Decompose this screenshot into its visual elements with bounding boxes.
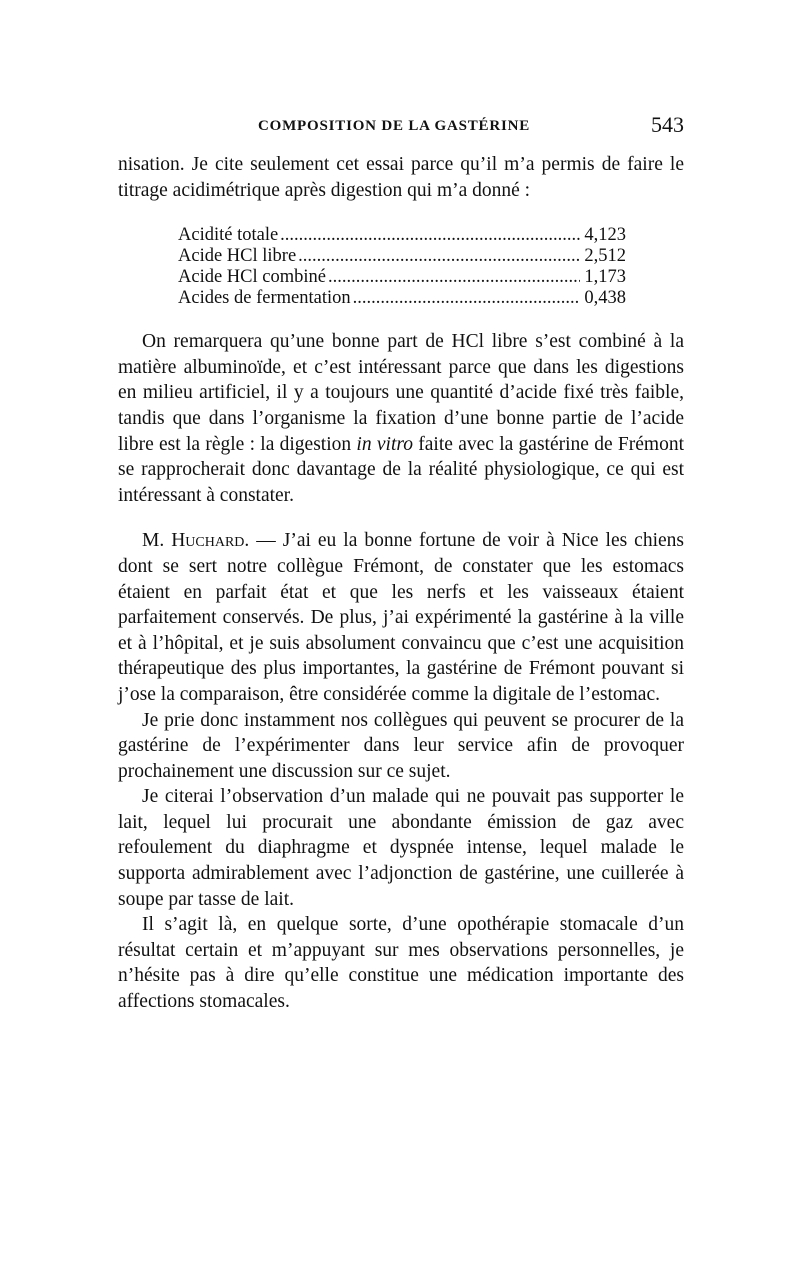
body-text bbox=[118, 152, 684, 1015]
observation-paragraph: Je citerai l’observation d’un malade qui ne pouvait pas supporter le lait, lequel lui procurait une abondante émission de gaz avec refoulement du diaphragme et dyspnée intense, lequel malade le supporta admirablement avec l’adjonction de gastérine, une cuillerée à soupe par tasse de lait. bbox=[118, 786, 684, 910]
acidity-label: Acidité totale bbox=[178, 225, 279, 246]
dot-leader bbox=[353, 288, 581, 309]
huchard-paragraph bbox=[118, 528, 684, 707]
page-number: 543 bbox=[651, 112, 684, 137]
acidity-table bbox=[178, 225, 626, 309]
prie-paragraph: Je prie donc instamment nos collègues qui peuvent se procurer de la gastérine de l’expérimenter dans leur service afin de provoquer prochainement une discussion sur ce sujet. bbox=[118, 709, 684, 782]
huchard-text: — J’ai eu la bonne fortune de voir à Nice les chiens dont se sert notre collègue Frémont, de constater que les estomacs étaient en parfait état et que les nerfs et les vaisseaux étaient parfaitement conservés. De plus, j’ai expérimenté la gastérine à la ville et à l’hôpital, et je suis absolument convaincu que c’est une acquisition thérapeutique des plus importantes, la gastérine de Frémont pouvant si j’ose la comparaison, être considérée comme la digitale de l’estomac. bbox=[118, 530, 684, 705]
intro-paragraph: nisation. Je cite seulement cet essai parce qu’il m’a permis de faire le titrage acidimétrique après digestion qui m’a donné : bbox=[118, 154, 684, 201]
acidity-label: Acide HCl libre bbox=[178, 246, 297, 267]
acidity-label: Acide HCl combiné bbox=[178, 267, 326, 288]
acidity-value: 4,123 bbox=[584, 225, 626, 246]
acidity-value: 1,173 bbox=[584, 267, 626, 288]
remarque-text-start: On remarquera qu’une bonne part de HCl libre s’est combiné à la matière albuminoïde, et c’est intéressant parce que dans les digestions en milieu artificiel, il y a toujours une quantité d’acide fixé très faible, tandis que dans l’organisme la fixation d’une bonne partie de l’acide libre est la règle : la digestion bbox=[118, 331, 684, 455]
acidity-row bbox=[178, 225, 626, 246]
book-page bbox=[118, 112, 684, 1015]
acidity-label: Acides de fermentation bbox=[178, 288, 351, 309]
in-vitro-italic: in vitro bbox=[356, 433, 413, 455]
opotherapie-paragraph: Il s’agit là, en quelque sorte, d’une opothérapie stomacale d’un résultat certain et m’appuyant sur mes observations personnelles, je n’hésite pas à dire qu’elle constitue une médication importante des affections stomacales. bbox=[118, 914, 684, 1013]
acidity-value: 0,438 bbox=[584, 288, 626, 309]
dot-leader bbox=[298, 246, 580, 267]
running-title: COMPOSITION DE LA GASTÉRINE bbox=[258, 118, 531, 134]
acidity-row bbox=[178, 288, 626, 309]
dot-leader bbox=[280, 225, 580, 246]
remarque-text-end: faite avec la gastérine de Frémont se rapprocherait donc davantage de la réalité physiologique, ce qui est intéressant à constater. bbox=[118, 433, 684, 506]
speaker-name: M. Huchard. bbox=[142, 530, 250, 552]
dot-leader bbox=[328, 267, 580, 288]
remarque-paragraph bbox=[118, 329, 684, 508]
acidity-value: 2,512 bbox=[584, 246, 626, 267]
page-header bbox=[118, 112, 684, 142]
acidity-row bbox=[178, 267, 626, 288]
acidity-row bbox=[178, 246, 626, 267]
